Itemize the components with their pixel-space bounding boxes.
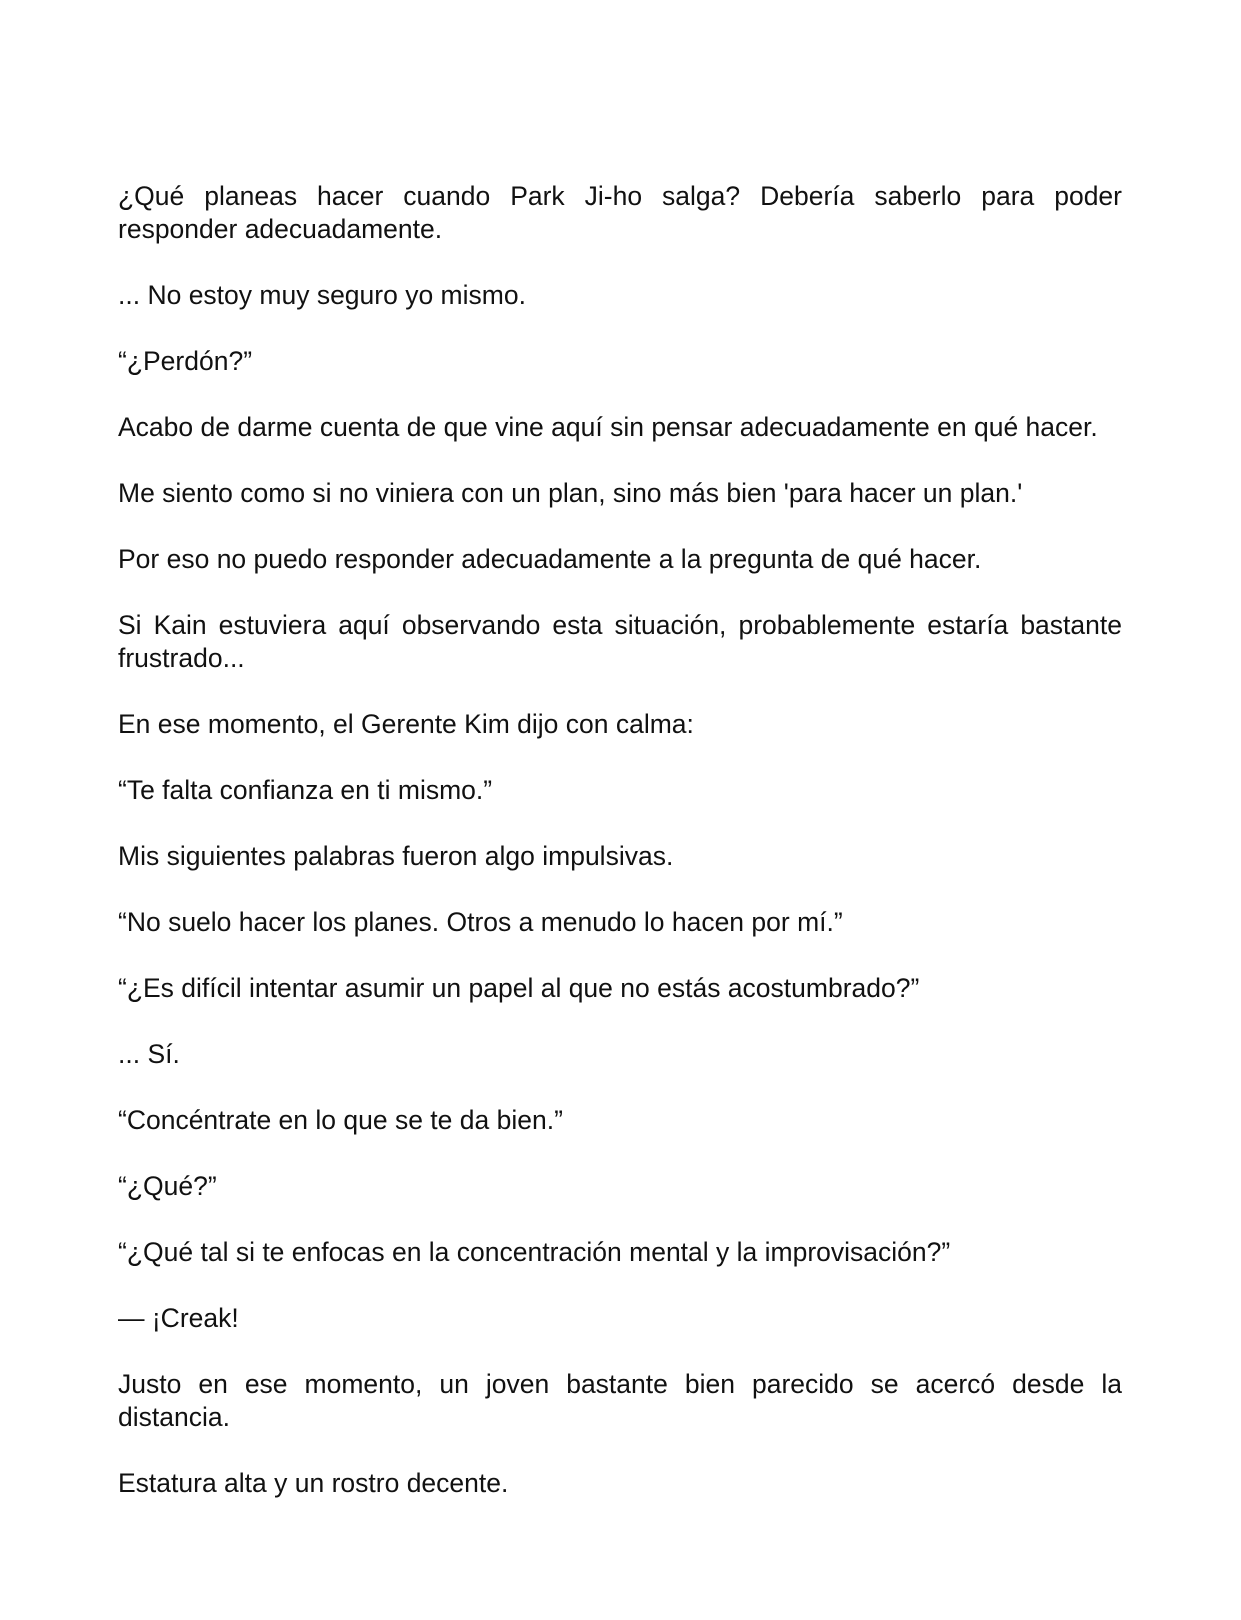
paragraph-14: “Concéntrate en lo que se te da bien.” bbox=[118, 1105, 563, 1135]
paragraph-8: En ese momento, el Gerente Kim dijo con calma: bbox=[118, 709, 694, 739]
paragraph-19: Estatura alta y un rostro decente. bbox=[118, 1468, 509, 1498]
paragraph-5: Me siento como si no viniera con un plan, sino más bien 'para hacer un plan.' bbox=[118, 478, 1023, 508]
paragraph-13: ... Sí. bbox=[118, 1039, 180, 1069]
paragraph-18: Justo en ese momento, un joven bastante bien parecido se acercó desde la distancia. bbox=[118, 1369, 1122, 1432]
document-body bbox=[118, 180, 1122, 1500]
paragraph-6: Por eso no puedo responder adecuadamente a la pregunta de qué hacer. bbox=[118, 544, 982, 574]
paragraph-16: “¿Qué tal si te enfocas en la concentración mental y la improvisación?” bbox=[118, 1237, 951, 1267]
paragraph-10: Mis siguientes palabras fueron algo impulsivas. bbox=[118, 841, 674, 871]
paragraph-1: ¿Qué planeas hacer cuando Park Ji-ho salga? Debería saberlo para poder responder adecuadamente. bbox=[118, 181, 1122, 244]
paragraph-7: Si Kain estuviera aquí observando esta situación, probablemente estaría bastante frustrado... bbox=[118, 610, 1122, 673]
paragraph-15: “¿Qué?” bbox=[118, 1171, 217, 1201]
paragraph-3: “¿Perdón?” bbox=[118, 346, 253, 376]
paragraph-11: “No suelo hacer los planes. Otros a menudo lo hacen por mí.” bbox=[118, 907, 843, 937]
paragraph-4: Acabo de darme cuenta de que vine aquí sin pensar adecuadamente en qué hacer. bbox=[118, 412, 1098, 442]
paragraph-17: — ¡Creak! bbox=[118, 1303, 239, 1333]
paragraph-9: “Te falta confianza en ti mismo.” bbox=[118, 775, 493, 805]
paragraph-12: “¿Es difícil intentar asumir un papel al que no estás acostumbrado?” bbox=[118, 973, 920, 1003]
paragraph-2: ... No estoy muy seguro yo mismo. bbox=[118, 280, 526, 310]
